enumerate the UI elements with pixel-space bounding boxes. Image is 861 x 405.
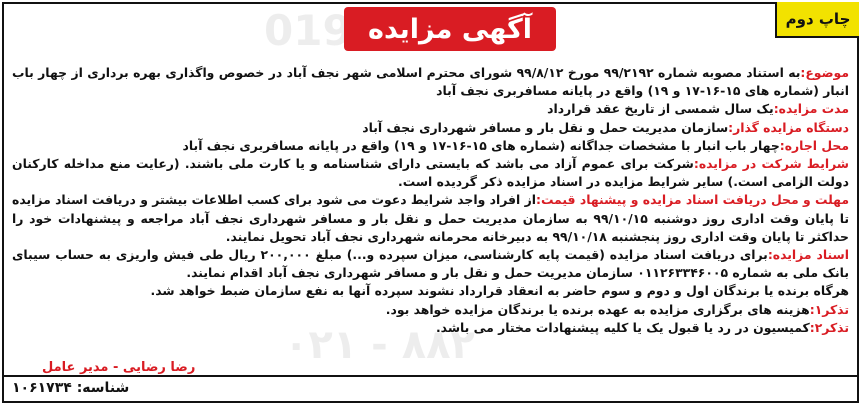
section-documents [12, 246, 849, 282]
section-label: اسناد مزایده: [767, 247, 849, 263]
section-label: شرایط شرکت در مزایده: [693, 156, 849, 172]
section-deadline [12, 191, 849, 246]
notice-frame [2, 2, 859, 403]
section-duration [12, 100, 849, 118]
section-text: چهار باب انبار با مشخصات جداگانه (شماره های ۱۵-۱۶-۱۷ و ۱۹) واقع در پایانه مسافربری نجف آباد [182, 137, 780, 153]
section-note-1 [12, 301, 849, 319]
section-text: کمیسیون در رد یا قبول یک یا کلیه پیشنهادات مختار می باشد. [435, 319, 810, 335]
section-text: از افراد واجد شرایط دعوت می شود برای کسب اطلاعات بیشتر و دریافت اسناد مزایده تا پایان وقت اداری روز دوشنبه ۹۹/۱۰/۱۵ به سازمان مدیریت حمل و نقل بار و مسافر شهرداری نجف آباد مراجعه و پیشنهادات خود را حداکثر تا پایان وقت اداری روز پنجشنبه ۹۹/۱۰/۱۸ به دبیرخانه محرمانه شهرداری نجف آباد تحویل نمایند. [12, 192, 849, 244]
notice-id: شناسه: ۱۰۶۱۷۳۴ [12, 380, 130, 396]
notice-body [12, 64, 849, 337]
section-label: محل اجاره: [779, 137, 849, 153]
section-organizer [12, 119, 849, 137]
section-forfeit [12, 282, 849, 300]
section-label: دستگاه مزایده گذار: [728, 119, 849, 135]
section-subject [12, 64, 849, 100]
section-conditions [12, 155, 849, 191]
section-text: برای دریافت اسناد مزایده (قیمت پایه کارشناسی، میزان سپرده و...) مبلغ ۲۰۰,۰۰۰ ریال طی فیش واریزی به حساب سیبای بانک ملی به شماره ۰۱۱۲۶۳۳۴۶۰۰۵ سازمان مدیریت حمل و نقل بار و مسافر شهرداری نجف آباد اقدام نمایند. [12, 247, 849, 281]
section-text: یک سال شمسی از تاریخ عقد قرارداد [547, 101, 774, 117]
notice-header [4, 4, 857, 56]
watermark-top: 0191 [264, 6, 381, 55]
notice-footer [4, 375, 857, 401]
section-text: به استناد مصوبه شماره ۹۹/۲۱۹۲ مورخ ۹۹/۸/۱۲ شورای محترم اسلامی شهر نجف آباد در خصوص واگذاری بهره برداری از چهار باب انبار (شماره های ۱۵-۱۶-۱۷ و ۱۹) واقع در پایانه مسافربری نجف آباد [12, 65, 849, 99]
signature: رضا رضایی - مدیر عامل [42, 360, 196, 375]
section-text: شرکت برای عموم آزاد می باشد که بایستی دارای شناسنامه و یا کارت ملی باشند. (رعایت منع مداخله کارکنان دولت الزامی است.) سایر شرایط مزایده در اسناد مزایده ذکر گردیده است. [12, 156, 849, 190]
section-label: تذکر۱: [809, 301, 849, 317]
section-location [12, 137, 849, 155]
section-note-2 [12, 319, 849, 337]
watermark-bottom: ۰۲۱ - ۸۸۲ [284, 322, 475, 368]
section-text: سازمان مدیریت حمل و نقل بار و مسافر شهرداری نجف آباد [362, 119, 729, 135]
section-text: هرگاه برنده یا برندگان اول و دوم و سوم حاضر به انعقاد قرارداد نشوند سپرده آنها به نفع سازمان ضبط خواهد شد. [150, 283, 849, 299]
section-label: مدت مزایده: [773, 101, 849, 117]
section-label: موضوع: [800, 65, 849, 80]
notice-title: آگهی مزایده [344, 7, 556, 51]
section-text: هزینه های برگزاری مزایده به عهده برنده یا برندگان مزایده خواهد بود. [385, 301, 810, 317]
section-label: مهلت و محل دریافت اسناد مزایده و پیشنهاد قیمت: [535, 192, 849, 208]
section-label: تذکر۲: [809, 319, 849, 335]
print-badge: چاپ دوم [775, 2, 859, 38]
